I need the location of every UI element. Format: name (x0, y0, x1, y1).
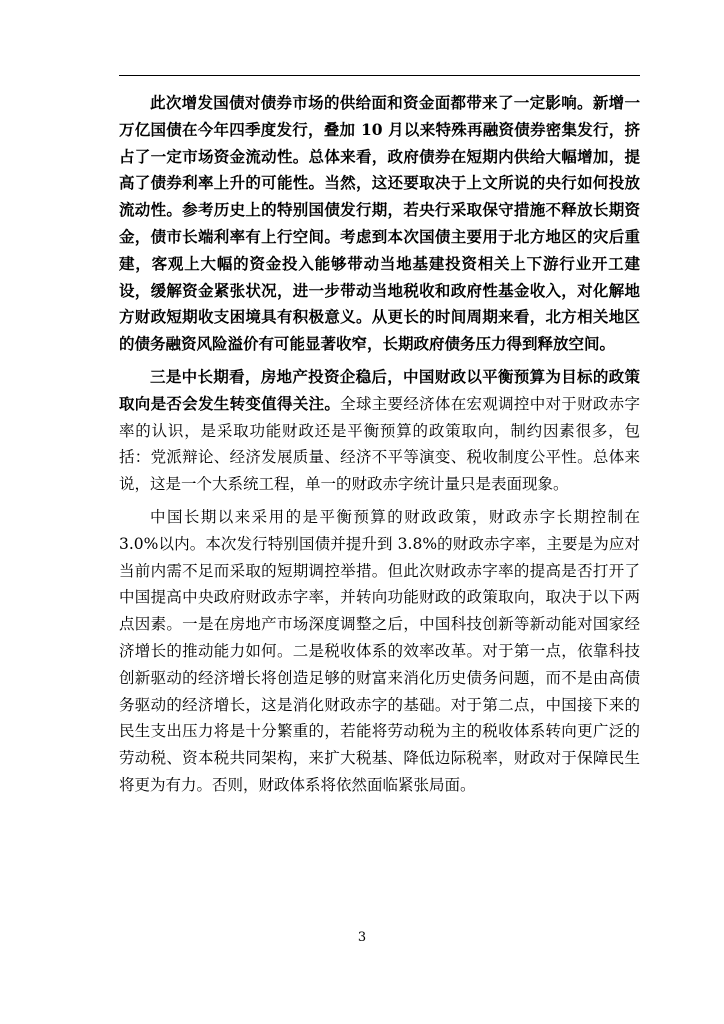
page-number: 3 (357, 930, 367, 945)
paragraph-lead: 三是中长期看，房地产投资企稳后，中国财政以平衡预算为目标的政策取向是否会发生转变值得关注。 (119, 366, 640, 413)
paragraph-bond-market-impact (119, 90, 640, 358)
header-rule (119, 75, 640, 76)
paragraph-balanced-budget (119, 504, 640, 799)
paragraph-text: 中国长期以来采用的是平衡预算的财政政策，财政赤字长期控制在 3.0%以内。本次发行特别国债并提升到 3.8%的财政赤字率，主要是为应对当前内需不足而采取的短期调控举措。但此次财政赤字率的提高是否打开了中国提高中央政府财政赤字率，并转向功能财政的政策取向，取决于以下两点因素。一是在房地产市场深度调整之后，中国科技创新等新动能对国家经济增长的推动能力如何。二是税收体系的效率改革。对于第一点，依靠科技创新驱动的经济增长将创造足够的财富来消化历史债务问题，而不是由高债务驱动的经济增长，这是消化财政赤字的基础。对于第二点，中国接下来的民生支出压力将是十分繁重的，若能将劳动税为主的税收体系转向更广泛的劳动税、资本税共同架构，来扩大税基、降低边际税率，财政对于保障民生将更为有力。否则，财政体系将依然面临紧张局面。 (119, 507, 640, 794)
paragraph-text: 全球主要经济体在宏观调控中对于财政赤字率的认识，是采取功能财政还是平衡预算的政策取向，制约因素很多，包括：党派辩论、经济发展质量、经济不平等演变、税收制度公平性。总体来说，这是一个大系统工程，单一的财政赤字统计量只是表面现象。 (119, 394, 640, 494)
paragraph-text: 此次增发国债对债券市场的供给面和资金面都带来了一定影响。新增一万亿国债在今年四季度发行，叠加 10 月以来特殊再融资债券密集发行，挤占了一定市场资金流动性。总体来看，政府债券在短期内供给大幅增加，提高了债券利率上升的可能性。当然，这还要取决于上文所说的央行如何投放流动性。参考历史上的特别国债发行期，若央行采取保守措施不释放长期资金，债市长端利率有上行空间。考虑到本次国债主要用于北方地区的灾后重建，客观上大幅的资金投入能够带动当地基建投资相关上下游行业开工建设，缓解资金紧张状况，进一步带动当地税收和政府性基金收入，对化解地方财政短期收支困境具有积极意义。从更长的时间周期来看，北方相关地区的债务融资风险溢价有可能显著收窄，长期政府债务压力得到释放空间。 (119, 93, 640, 354)
paragraph-fiscal-policy-shift (119, 364, 640, 498)
document-body (119, 90, 640, 799)
